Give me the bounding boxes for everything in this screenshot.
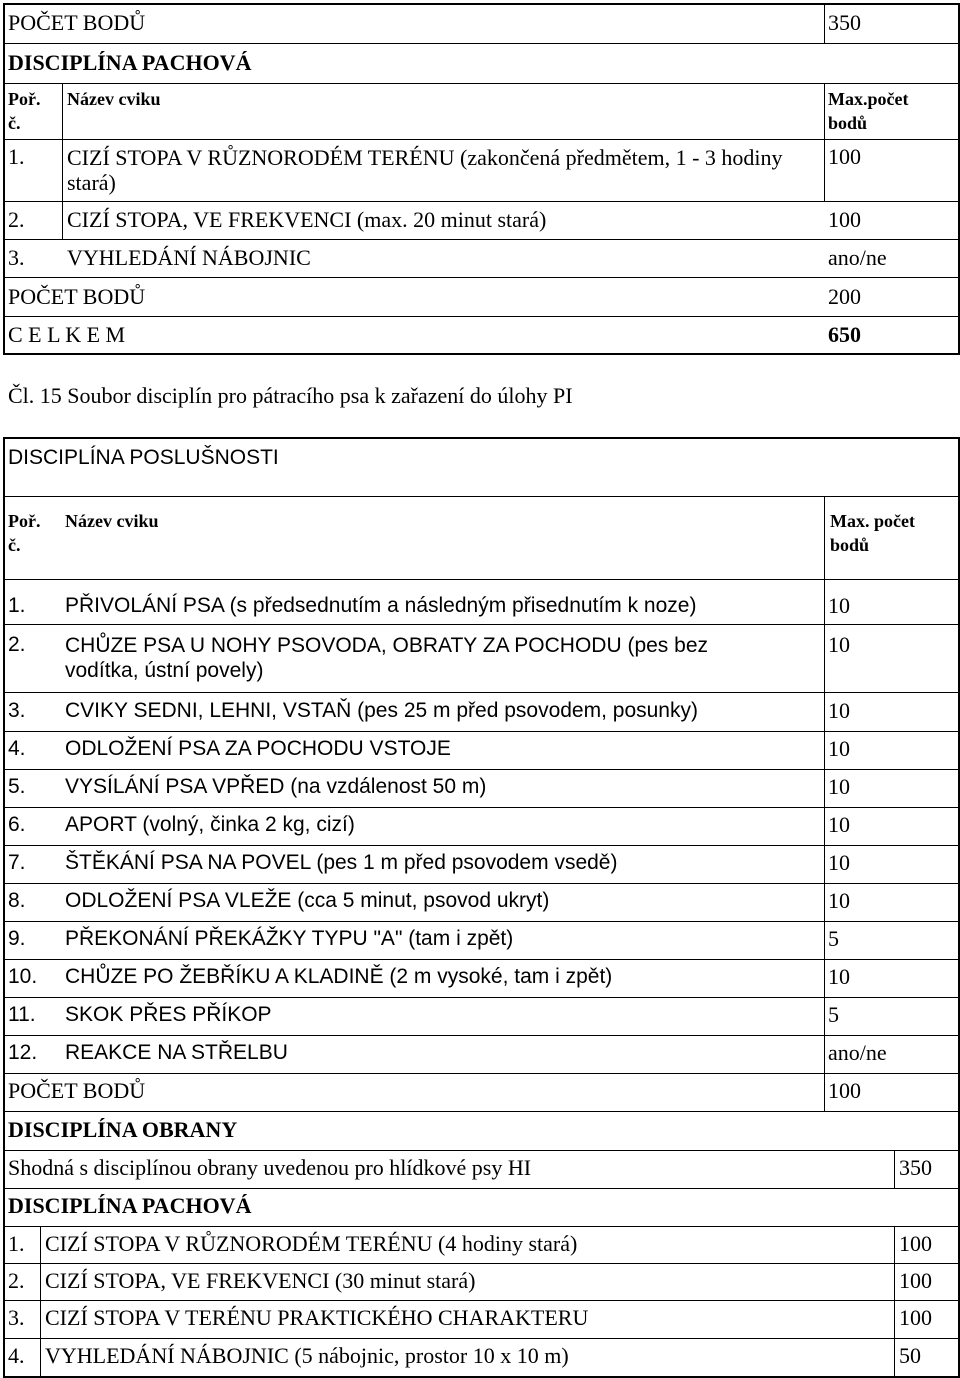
row-name: APORT (volný, činka 2 kg, cizí)	[65, 813, 355, 836]
row-no: 1.	[8, 144, 25, 169]
row-max: 100	[899, 1231, 932, 1256]
divider	[3, 883, 960, 884]
row-no: 5.	[8, 775, 26, 798]
row-no: 9.	[8, 927, 26, 950]
row-max: 100	[899, 1305, 932, 1330]
points-label: POČET BODŮ	[8, 10, 146, 35]
divider	[3, 692, 960, 693]
row-max: 100	[899, 1268, 932, 1293]
row-name: CIZÍ STOPA V TERÉNU PRAKTICKÉHO CHARAKTERU	[45, 1305, 589, 1330]
row-max: 50	[899, 1343, 921, 1368]
header-no: Poř. č.	[8, 511, 41, 555]
divider	[3, 845, 960, 846]
row-max: 5	[828, 1002, 839, 1027]
row-no: 7.	[8, 851, 26, 874]
divider	[3, 769, 960, 770]
divider	[3, 1188, 960, 1189]
row-max: 10	[828, 593, 850, 618]
divider	[3, 921, 960, 922]
row-no: 12.	[8, 1041, 38, 1064]
divider	[824, 3, 825, 43]
row-max: 10	[828, 850, 850, 875]
row-name: SKOK PŘES PŘÍKOP	[65, 1003, 272, 1026]
header-max: Max.počet bodů	[828, 89, 909, 133]
row-no: 11.	[8, 1003, 36, 1026]
divider	[3, 1226, 960, 1227]
points-value: 100	[828, 1078, 861, 1103]
row-name: CHŮZE PSA U NOHY PSOVODA, OBRATY ZA POCHODU (pes bez vodítka, ústní povely)	[65, 634, 708, 682]
row-no: 2.	[8, 207, 25, 232]
section-title: DISCIPLÍNA OBRANY	[8, 1117, 238, 1142]
divider	[3, 1035, 960, 1036]
grand-total-label: C E L K E M	[8, 322, 126, 347]
row-name: CHŮZE PO ŽEBŘÍKU A KLADINĚ (2 m vysoké, tam i zpět)	[65, 965, 613, 988]
header-no: Poř. č.	[8, 89, 41, 133]
divider	[894, 1226, 895, 1378]
row-max: 10	[828, 812, 850, 837]
divider	[3, 1263, 960, 1264]
total-points-value: 200	[828, 284, 861, 309]
row-no: 4.	[8, 737, 26, 760]
row-name: ODLOŽENÍ PSA VLEŽE (cca 5 minut, psovod ukryt)	[65, 889, 550, 912]
row-max: 10	[828, 888, 850, 913]
total-points-label: POČET BODŮ	[8, 284, 146, 309]
row-no: 3.	[8, 245, 25, 270]
row-name: ODLOŽENÍ PSA ZA POCHODU VSTOJE	[65, 737, 451, 760]
row-no: 3.	[8, 699, 26, 722]
row-no: 2.	[8, 1268, 25, 1293]
divider	[3, 997, 960, 998]
row-name: VYSÍLÁNÍ PSA VPŘED (na vzdálenost 50 m)	[65, 775, 487, 798]
row-name: ŠTĚKÁNÍ PSA NA POVEL (pes 1 m před psovodem vsedě)	[65, 851, 618, 874]
row-name: CVIKY SEDNI, LEHNI, VSTAŇ (pes 25 m před psovodem, posunky)	[65, 699, 698, 722]
divider	[3, 277, 960, 278]
row-name: PŘIVOLÁNÍ PSA (s předsednutím a následným přisednutím k noze)	[65, 594, 697, 617]
divider	[40, 1226, 41, 1378]
divider	[3, 807, 960, 808]
divider	[3, 496, 960, 497]
points-label: POČET BODŮ	[8, 1078, 146, 1103]
divider	[3, 83, 960, 84]
row-no: 4.	[8, 1343, 25, 1368]
row-max: ano/ne	[828, 245, 887, 270]
row-no: 1.	[8, 1231, 25, 1256]
divider	[3, 579, 960, 580]
divider	[3, 43, 960, 44]
divider	[3, 959, 960, 960]
header-name: Název cviku	[67, 89, 161, 109]
row-max: 10	[828, 632, 850, 657]
divider	[3, 1150, 960, 1151]
divider	[3, 1338, 960, 1339]
row-no: 1.	[8, 594, 26, 617]
divider	[824, 83, 825, 202]
divider	[3, 624, 960, 625]
grand-total-value: 650	[828, 322, 861, 347]
row-max: 100	[828, 207, 861, 232]
row-name: PŘEKONÁNÍ PŘEKÁŽKY TYPU "A" (tam i zpět)	[65, 927, 514, 950]
row-name: VYHLEDÁNÍ NÁBOJNIC	[67, 245, 311, 270]
row-name: CIZÍ STOPA V RŮZNORODÉM TERÉNU (4 hodiny stará)	[45, 1231, 578, 1256]
row-name: CIZÍ STOPA, VE FREKVENCI (30 minut stará)	[45, 1268, 476, 1293]
divider	[894, 1150, 895, 1188]
row-name: CIZÍ STOPA, VE FREKVENCI (max. 20 minut stará)	[67, 207, 547, 232]
row-max: 5	[828, 926, 839, 951]
divider	[3, 1300, 960, 1301]
divider	[3, 316, 960, 317]
article-heading: Čl. 15 Soubor disciplín pro pátracího psa k zařazení do úlohy PI	[8, 383, 573, 408]
divider	[3, 1073, 960, 1074]
divider	[3, 139, 960, 140]
divider	[824, 496, 825, 1111]
obrany-text: Shodná s disciplínou obrany uvedenou pro hlídkové psy HI	[8, 1155, 532, 1180]
row-no: 6.	[8, 813, 26, 836]
row-name: CIZÍ STOPA V RŮZNORODÉM TERÉNU (zakončená předmětem, 1 - 3 hodiny stará)	[67, 145, 783, 195]
divider	[3, 239, 960, 240]
discipline-title: DISCIPLÍNA PACHOVÁ	[8, 50, 252, 75]
divider	[3, 201, 960, 202]
section-title: DISCIPLÍNA PACHOVÁ	[8, 1193, 252, 1218]
row-no: 8.	[8, 889, 26, 912]
section-title: DISCIPLÍNA POSLUŠNOSTI	[8, 446, 279, 469]
row-name: VYHLEDÁNÍ NÁBOJNIC (5 nábojnic, prostor 10 x 10 m)	[45, 1343, 569, 1368]
obrany-value: 350	[899, 1155, 932, 1180]
divider	[62, 83, 63, 239]
row-no: 2.	[8, 633, 26, 656]
row-no: 10.	[8, 965, 38, 988]
header-name: Název cviku	[65, 511, 159, 531]
row-max: 10	[828, 736, 850, 761]
points-value: 350	[828, 10, 861, 35]
row-max: 10	[828, 774, 850, 799]
row-max: 10	[828, 964, 850, 989]
header-max: Max. počet bodů	[830, 511, 915, 555]
row-max: 100	[828, 144, 861, 169]
divider	[3, 731, 960, 732]
row-no: 3.	[8, 1305, 25, 1330]
row-max: ano/ne	[828, 1040, 887, 1065]
row-name: REAKCE NA STŘELBU	[65, 1041, 288, 1064]
row-max: 10	[828, 698, 850, 723]
divider	[3, 1111, 960, 1112]
